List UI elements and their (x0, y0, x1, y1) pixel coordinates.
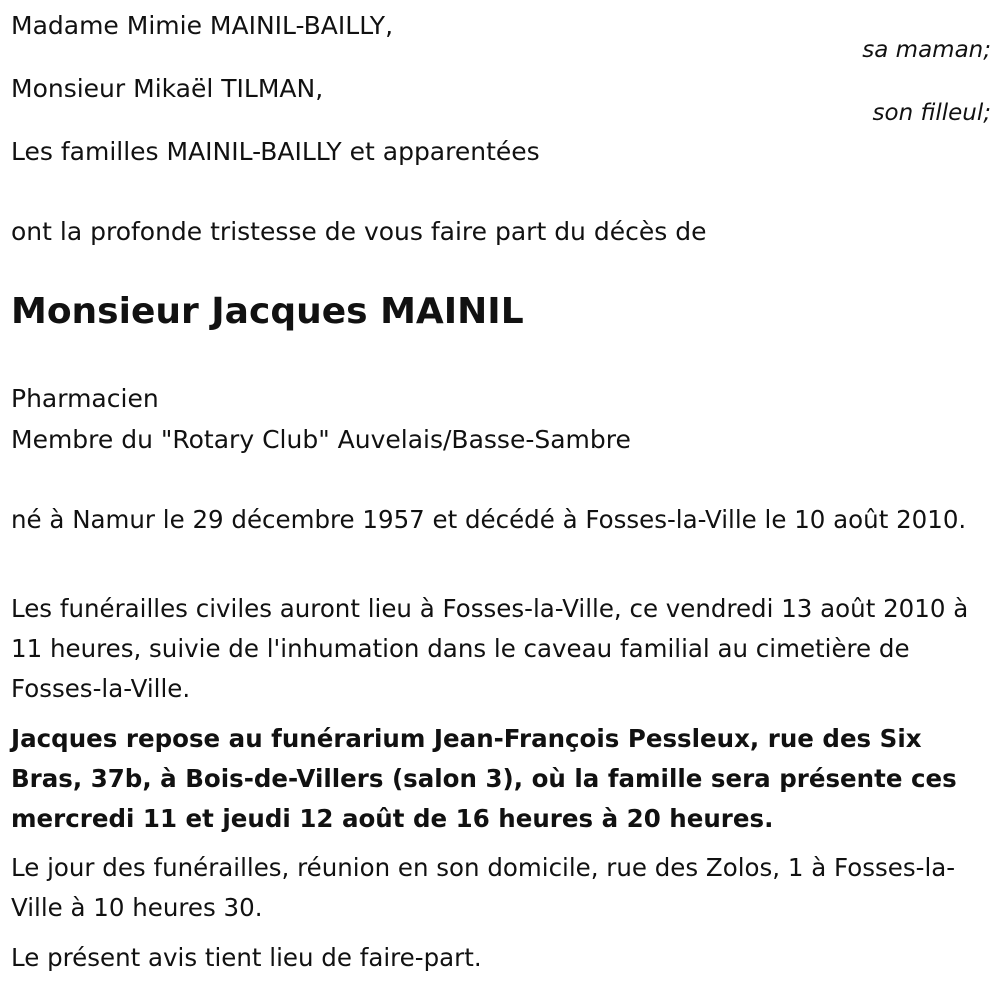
family-member-relation: sa maman; (862, 37, 991, 63)
funeral-paragraph: Les funérailles civiles auront lieu à Fosses-la-Ville, ce vendredi 13 août 2010 à 11 heures, suivie de l'inhumation dans le caveau familial au cimetière de Fosses-la-Ville. (11, 594, 969, 703)
repose-paragraph: Jacques repose au funérarium Jean-François Pessleux, rue des Six Bras, 37b, à Bois-de-Villers (salon 3), où la famille sera présente ces mercredi 11 et jeudi 12 août de 16 heures à 20 heures. (11, 724, 957, 833)
deceased-profession: Pharmacien (11, 384, 159, 413)
family-member-name: Madame Mimie MAINIL-BAILLY, (11, 11, 394, 40)
family-member-name: Monsieur Mikaël TILMAN, (11, 74, 324, 103)
deceased-membership: Membre du "Rotary Club" Auvelais/Basse-Sambre (11, 425, 631, 454)
gathering-paragraph: Le jour des funérailles, réunion en son domicile, rue des Zolos, 1 à Fosses-la-Ville à 10 heures 30. (11, 853, 956, 922)
family-member-name: Les familles MAINIL-BAILLY et apparentées (11, 137, 540, 166)
notice-paragraph: Le présent avis tient lieu de faire-part. (11, 943, 482, 972)
family-member-relation: son filleul; (872, 100, 991, 126)
birth-death-paragraph: né à Namur le 29 décembre 1957 et décédé à Fosses-la-Ville le 10 août 2010. (11, 505, 967, 534)
deceased-name: Monsieur Jacques MAINIL (11, 291, 524, 332)
announcement-text: ont la profonde tristesse de vous faire part du décès de (11, 217, 707, 246)
